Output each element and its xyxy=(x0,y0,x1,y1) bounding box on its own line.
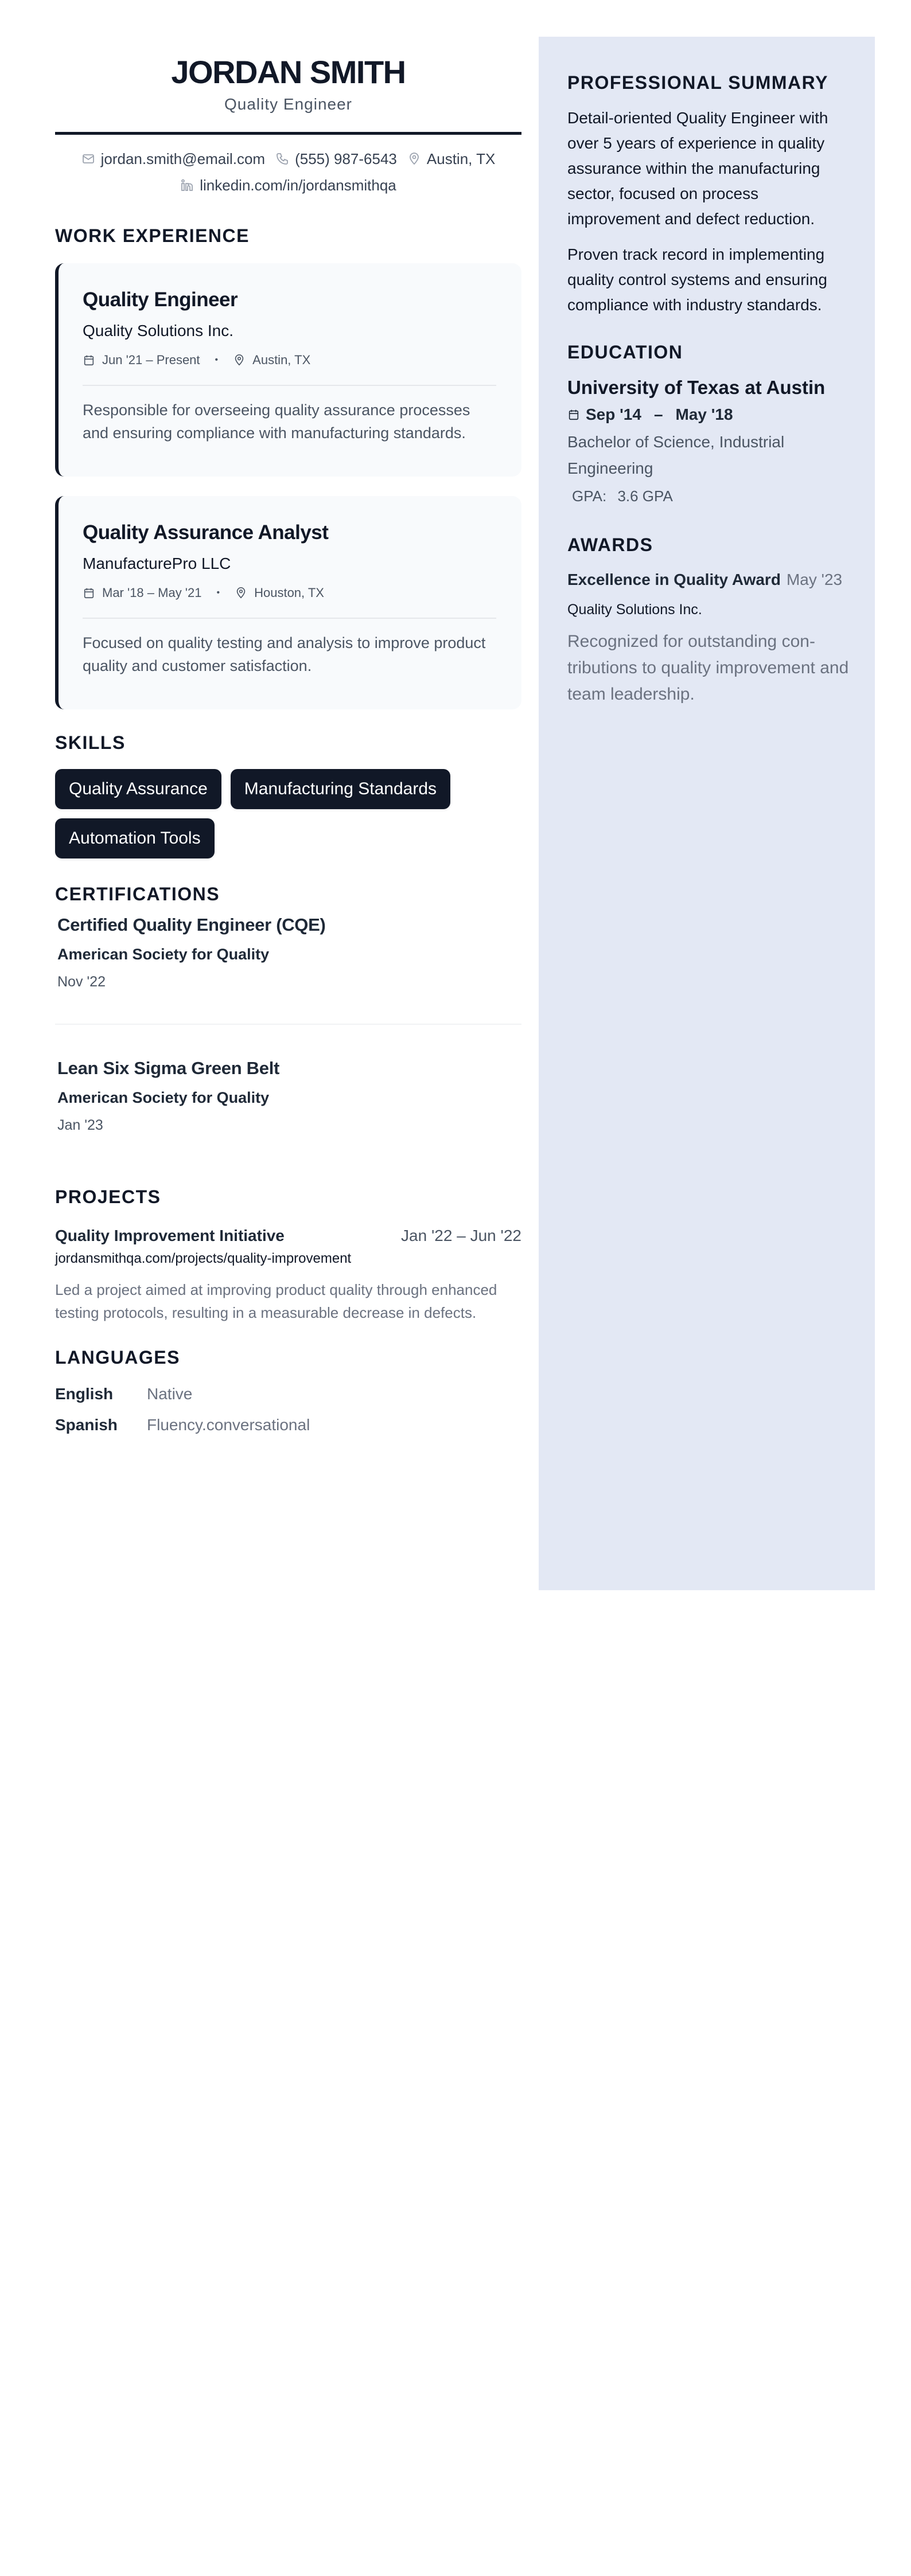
language-row xyxy=(55,1414,521,1437)
award-description: Recognized for outstanding contributions to quality improvement and team leadership. xyxy=(567,632,849,704)
award-date: May '23 xyxy=(786,571,843,588)
certification-divider xyxy=(55,1024,521,1025)
candidate-title: Quality Engineer xyxy=(224,95,352,113)
award-organization: Quality Solutions Inc. xyxy=(567,602,702,618)
project-description: Led a project aimed at improving product quality through enhanced testing protocols, resulting in a measurable decrease in defects. xyxy=(55,1281,497,1321)
job-divider xyxy=(83,618,496,619)
candidate-name: JORDAN SMITH xyxy=(171,54,406,90)
job-title: Quality Engineer xyxy=(83,288,238,311)
map-pin-icon xyxy=(407,152,421,166)
skill-pill: Quality Assurance xyxy=(55,769,221,809)
mail-icon xyxy=(81,152,95,166)
certification-date: Nov '22 xyxy=(57,974,106,990)
language-level: Fluency.conversational xyxy=(147,1416,310,1434)
contact-row xyxy=(55,149,521,169)
job-location: Austin, TX xyxy=(252,353,311,367)
certification-issuer: American Society for Quality xyxy=(57,946,270,963)
job-dates: Mar '18 – May '21 xyxy=(102,586,202,600)
award-name: Excellence in Quality Award xyxy=(567,571,781,588)
job-card xyxy=(55,263,521,477)
contact-email[interactable] xyxy=(81,149,265,169)
job-company: ManufacturePro LLC xyxy=(83,555,231,572)
phone-icon xyxy=(275,152,289,166)
project-header xyxy=(55,1225,521,1246)
work-experience-heading: WORK EXPERIENCE xyxy=(55,225,250,246)
language-row xyxy=(55,1383,521,1406)
certification-issuer: American Society for Quality xyxy=(57,1089,270,1106)
gpa-value: 3.6 GPA xyxy=(617,487,673,505)
education-heading: EDUCATION xyxy=(567,342,683,362)
contact-phone[interactable] xyxy=(275,149,397,169)
education-dates xyxy=(567,404,850,426)
award-header xyxy=(567,569,850,591)
skill-pill: Automation Tools xyxy=(55,818,215,858)
map-pin-icon xyxy=(235,587,247,599)
phone-text: (555) 987-6543 xyxy=(295,150,397,167)
calendar-icon xyxy=(83,587,95,599)
education-end: May '18 xyxy=(675,405,733,423)
job-meta xyxy=(83,352,496,369)
project-dates: Jan '22 – Jun '22 xyxy=(401,1227,521,1244)
project-link[interactable]: jordansmithqa.com/projects/quality-improvement xyxy=(55,1251,352,1266)
education-degree: Bachelor of Science, Industrial Engineering xyxy=(567,433,785,477)
meta-separator: • xyxy=(215,355,219,365)
job-divider xyxy=(83,385,496,386)
job-card xyxy=(55,496,521,709)
contact-row-2 xyxy=(55,175,521,196)
education-school: University of Texas at Austin xyxy=(567,377,826,398)
gpa-label: GPA: xyxy=(572,487,607,505)
calendar-icon xyxy=(567,408,580,421)
calendar-icon xyxy=(83,354,95,366)
summary-paragraph: Detail-oriented Quality Engineer with over 5 years of experience in quality assurance within the manufacturing sector, focused on process improvement and defect reduction. xyxy=(567,109,828,228)
languages-heading: LANGUAGES xyxy=(55,1347,180,1368)
sidebar xyxy=(539,37,875,1590)
job-location: Houston, TX xyxy=(254,586,324,600)
summary-heading: PROFESSIONAL SUMMARY xyxy=(567,72,828,93)
job-title: Quality Assurance Analyst xyxy=(83,521,329,544)
language-name: Spanish xyxy=(55,1416,118,1434)
certifications-heading: CERTIFICATIONS xyxy=(55,884,220,904)
email-text: jordan.smith@email.com xyxy=(100,150,266,167)
projects-heading: PROJECTS xyxy=(55,1186,161,1207)
project-item xyxy=(55,1225,521,1324)
job-description: Focused on quality testing and analysis to improve product quality and customer satisfaction. xyxy=(83,634,486,674)
contact-linkedin[interactable] xyxy=(180,175,396,196)
certification-item xyxy=(55,1057,521,1135)
job-meta xyxy=(83,584,496,602)
job-description: Responsible for overseeing quality assurance processes and ensuring compliance with manufacturing standards. xyxy=(83,401,470,442)
language-level: Native xyxy=(147,1385,193,1403)
education-start: Sep '14 xyxy=(586,405,641,423)
certification-name: Certified Quality Engineer (CQE) xyxy=(57,915,326,935)
job-company: Quality Solutions Inc. xyxy=(83,322,234,339)
certification-name: Lean Six Sigma Green Belt xyxy=(57,1058,280,1078)
skills-list xyxy=(55,769,521,858)
linkedin-text: linkedin.com/in/jordansmithqa xyxy=(200,177,396,194)
certification-item xyxy=(55,905,521,992)
resume-header xyxy=(55,54,521,196)
language-name: English xyxy=(55,1385,114,1403)
summary-paragraph: Proven track record in implementing quality control systems and ensuring compliance with industry standards. xyxy=(567,245,827,314)
location-text: Austin, TX xyxy=(426,150,496,167)
education-gpa xyxy=(567,485,850,507)
languages-list xyxy=(55,1383,521,1437)
skills-heading: SKILLS xyxy=(55,732,126,753)
header-divider xyxy=(55,132,521,135)
main-column xyxy=(55,37,521,1437)
skill-pill: Manufacturing Standards xyxy=(231,769,450,809)
award-item xyxy=(567,569,850,708)
contact-location xyxy=(407,149,495,169)
map-pin-icon xyxy=(233,354,246,366)
project-name: Quality Improvement Initiative xyxy=(55,1227,285,1244)
job-dates: Jun '21 – Present xyxy=(102,353,200,367)
awards-heading: AWARDS xyxy=(567,534,653,555)
meta-separator: • xyxy=(216,588,220,598)
education-date-dash: – xyxy=(653,405,663,423)
linkedin-icon xyxy=(180,178,194,192)
certification-date: Jan '23 xyxy=(57,1117,103,1133)
